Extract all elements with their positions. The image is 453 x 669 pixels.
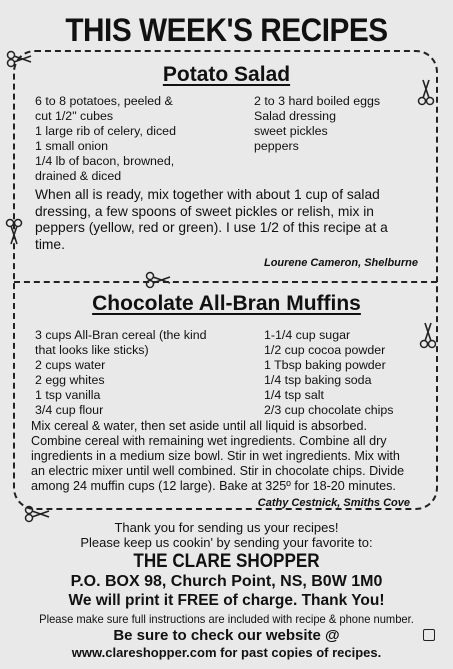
method-line: among 24 muffin cups (12 large). Bake at 325º for 18-20 minutes. bbox=[31, 479, 396, 493]
ingredient-line: 1 tsp vanilla bbox=[35, 388, 101, 402]
footer-keep-cooking: Please keep us cookin' by sending your favorite to: bbox=[80, 535, 373, 550]
page-title: THIS WEEK'S RECIPES bbox=[65, 12, 388, 48]
checkbox-icon[interactable] bbox=[423, 629, 435, 641]
ingredient-line: 1/4 tsp salt bbox=[264, 388, 324, 402]
ingredient-line: 2 cups water bbox=[35, 358, 106, 372]
ingredient-line: 1 large rib of celery, diced bbox=[35, 124, 176, 138]
footer-website-lead: Be sure to check our website @ bbox=[113, 627, 340, 644]
method-line: ingredients in a medium size bowl. Stir in wet ingredients. Mix with bbox=[31, 449, 400, 463]
method-line: dressing, a few spoons of sweet pickles or relish, mix in bbox=[35, 203, 374, 219]
footer-free-print: We will print it FREE of charge. Thank You! bbox=[68, 592, 385, 609]
ingredient-line: peppers bbox=[254, 139, 299, 153]
method-line: When all is ready, mix together with about 1 cup of salad bbox=[35, 187, 380, 202]
ingredient-line: drained & diced bbox=[35, 169, 122, 183]
ingredient-line: 1 Tbsp baking powder bbox=[264, 358, 386, 372]
website-link[interactable]: www.clareshopper.com bbox=[71, 645, 217, 660]
footer-website-line bbox=[0, 645, 453, 660]
ingredient-line: 2/3 cup chocolate chips bbox=[264, 403, 394, 417]
scissors-icon bbox=[419, 321, 437, 349]
ingredient-line: that looks like sticks) bbox=[35, 343, 149, 357]
recipe-title-potato-salad: Potato Salad bbox=[162, 63, 291, 86]
recipe2-method bbox=[31, 419, 434, 494]
scissors-icon bbox=[145, 271, 171, 289]
recipe1-credit: Lourene Cameron, Shelburne bbox=[263, 257, 418, 269]
footer-shopper-name: THE CLARE SHOPPER bbox=[133, 551, 320, 572]
method-line: Combine cereal with remaining wet ingredients. Combine all dry bbox=[31, 434, 387, 448]
recipe2-credit: Cathy Cestnick, Smiths Cove bbox=[257, 497, 410, 509]
ingredient-line: 1-1/4 cup sugar bbox=[264, 328, 351, 342]
recipe2-ingredients-left bbox=[35, 328, 207, 418]
scissors-icon bbox=[5, 218, 23, 246]
ingredient-line: cut 1/2" cubes bbox=[35, 109, 114, 123]
ingredient-line: 6 to 8 potatoes, peeled & bbox=[35, 94, 173, 108]
recipe2-ingredients-right bbox=[264, 328, 394, 418]
method-line: time. bbox=[35, 236, 65, 252]
footer-instructions: Please make sure full instructions are included with recipe & phone number. bbox=[39, 612, 414, 626]
method-line: Mix cereal & water, then set aside until all liquid is absorbed. bbox=[31, 419, 368, 433]
method-line: peppers (yellow, red or green). I use 1/2 of this recipe at a bbox=[35, 220, 388, 235]
website-tail: for past copies of recipes. bbox=[216, 645, 382, 660]
ingredient-line: 3 cups All-Bran cereal (the kind bbox=[35, 328, 207, 342]
ingredient-line: 1 small onion bbox=[35, 139, 109, 153]
recipe-divider bbox=[14, 281, 437, 283]
ingredient-line: 1/4 lb of bacon, browned, bbox=[35, 154, 175, 168]
recipe1-ingredients-left bbox=[35, 94, 176, 184]
ingredient-line: sweet pickles bbox=[254, 124, 328, 138]
recipe1-method bbox=[35, 187, 430, 253]
ingredient-line: 2 to 3 hard boiled eggs bbox=[254, 94, 381, 108]
ingredient-line: 1/2 cup cocoa powder bbox=[264, 343, 386, 357]
ingredient-line: 1/4 tsp baking soda bbox=[264, 373, 372, 387]
method-line: an electric mixer until well combined. Stir in chocolate chips. Divide bbox=[31, 464, 405, 478]
footer-address: P.O. BOX 98, Church Point, NS, B0W 1M0 bbox=[70, 573, 383, 590]
ingredient-line: 2 egg whites bbox=[35, 373, 105, 387]
ingredient-line: 3/4 cup flour bbox=[35, 403, 104, 417]
ingredient-line: Salad dressing bbox=[254, 109, 336, 123]
top-cropped-strip bbox=[0, 0, 453, 8]
recipe-title-chocolate-muffins: Chocolate All-Bran Muffins bbox=[92, 292, 361, 315]
footer-thanks: Thank you for sending us your recipes! bbox=[114, 520, 339, 535]
recipe1-ingredients-right bbox=[254, 94, 380, 154]
